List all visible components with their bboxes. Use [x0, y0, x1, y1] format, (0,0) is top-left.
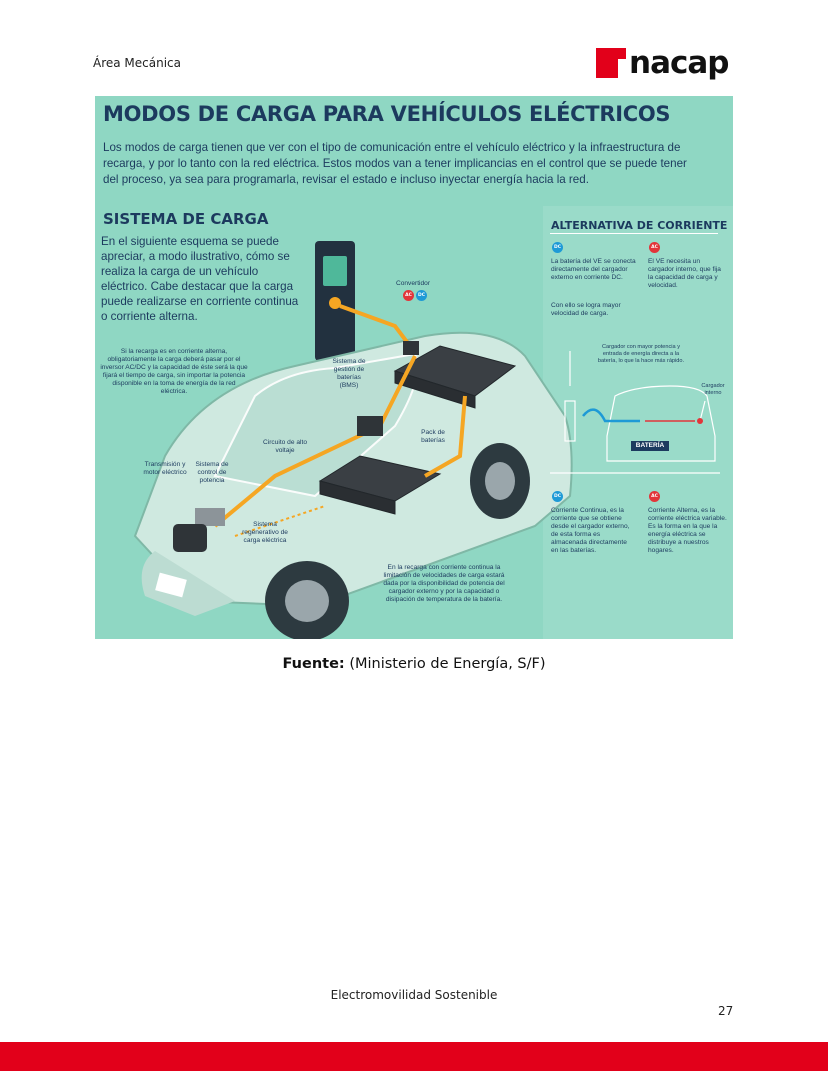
- label-circuito: Circuito de alto voltaje: [263, 439, 307, 454]
- footer-red-bar: [0, 1042, 828, 1071]
- page-number: 27: [718, 1004, 734, 1018]
- badge-dc-icon: DC: [416, 290, 427, 301]
- system-text: En el siguiente esquema se puede apreciar, a modo ilustrativo, cómo se realiza la carga de un vehículo eléctrico. Cabe destacar que la carga puede realizarse en corriente continua o corriente alterna.: [101, 235, 299, 323]
- alt-dc-text2: Con ello se logra mayor velocidad de carga.: [551, 302, 621, 317]
- power-control-module-icon: [195, 508, 225, 526]
- figure-caption: [0, 656, 828, 672]
- ac-note: Si la recarga es en corriente alterna, obligatoriamente la carga deberá pasar por el inversor AC/DC y la capacidad de éste será la que fijará el tiempo de carga, sin importar la potencia disponible en la toma de energía de la red eléctrica.: [100, 348, 248, 395]
- logo-text: nacap: [629, 45, 729, 81]
- dc-note: En la recarga con corriente continua la limitación de velocidades de carga estará dada por la disponibilidad de potencia del cargador externo y por la capacidad o disipación de temperatura de la batería.: [383, 564, 505, 603]
- alt-dc-badge-icon: DC: [552, 242, 563, 253]
- badge-ac-icon: AC: [403, 290, 414, 301]
- caption-label: Fuente:: [282, 656, 345, 672]
- infographic-title: MODOS DE CARGA PARA VEHÍCULOS ELÉCTRICOS: [103, 102, 671, 126]
- infographic-intro: Los modos de carga tienen que ver con el tipo de comunicación entre el vehículo eléctrico y la infraestructura de recarga, y por lo tanto con la red eléctrica. Estos modos van a tener implicancias en el control que se puede tener del proceso, ya sea para programarla, revisar el estado e incluso inyectar energía hacia la red.: [103, 141, 687, 186]
- battery-label: BATERÍA: [631, 441, 669, 451]
- bms-module-icon: [357, 416, 383, 436]
- label-control: Sistema de control de potencia: [195, 461, 229, 484]
- label-regen: Sistema regenerativo de carga eléctrica: [242, 521, 288, 544]
- logo-mark-icon: [596, 48, 626, 78]
- converter-module-icon: [403, 341, 419, 355]
- label-bms: Sistema de gestión de baterías (BMS): [332, 358, 366, 389]
- def-ac-badge-icon: AC: [649, 491, 660, 502]
- charger-note: Cargador con mayor potencia y entrada de energía directa a la batería, lo que la hace más rápido.: [597, 344, 685, 364]
- charging-modes-infographic: [95, 96, 733, 639]
- label-transmision: Transmisión y motor eléctrico: [143, 461, 187, 476]
- alt-dc-text: La batería del VE se conecta directamente del cargador externo en corriente DC.: [551, 258, 636, 281]
- label-pack: Pack de baterías: [421, 429, 445, 444]
- system-title: SISTEMA DE CARGA: [103, 210, 269, 228]
- alt-ac-badge-icon: AC: [649, 242, 660, 253]
- inacap-logo: [596, 43, 728, 83]
- caption-source: (Ministerio de Energía, S/F): [349, 656, 546, 672]
- header-section-label: Área Mecánica: [93, 56, 182, 70]
- alternative-title: ALTERNATIVA DE CORRIENTE: [551, 219, 728, 232]
- dc-definition: Corriente Continua, es la corriente que se obtiene desde el cargador externo, de esta forma es almacenada directamente en las baterías.: [551, 507, 630, 554]
- footer-title: Electromovilidad Sostenible: [330, 988, 498, 1002]
- internal-charger-label: Cargador interno: [701, 383, 725, 396]
- def-dc-badge-icon: DC: [552, 491, 563, 502]
- label-convertidor: Convertidor: [395, 280, 431, 287]
- charging-station-icon: [315, 241, 355, 361]
- alternative-divider: [550, 233, 718, 234]
- motor-icon: [173, 524, 207, 552]
- alt-ac-text: El VE necesita un cargador interno, que fija la capacidad de carga y velocidad.: [648, 258, 721, 289]
- ac-definition: Corriente Alterna, es la corriente eléctrica variable. Es la forma en la que la energía eléctrica se distribuye a nuestros hogares.: [648, 507, 727, 554]
